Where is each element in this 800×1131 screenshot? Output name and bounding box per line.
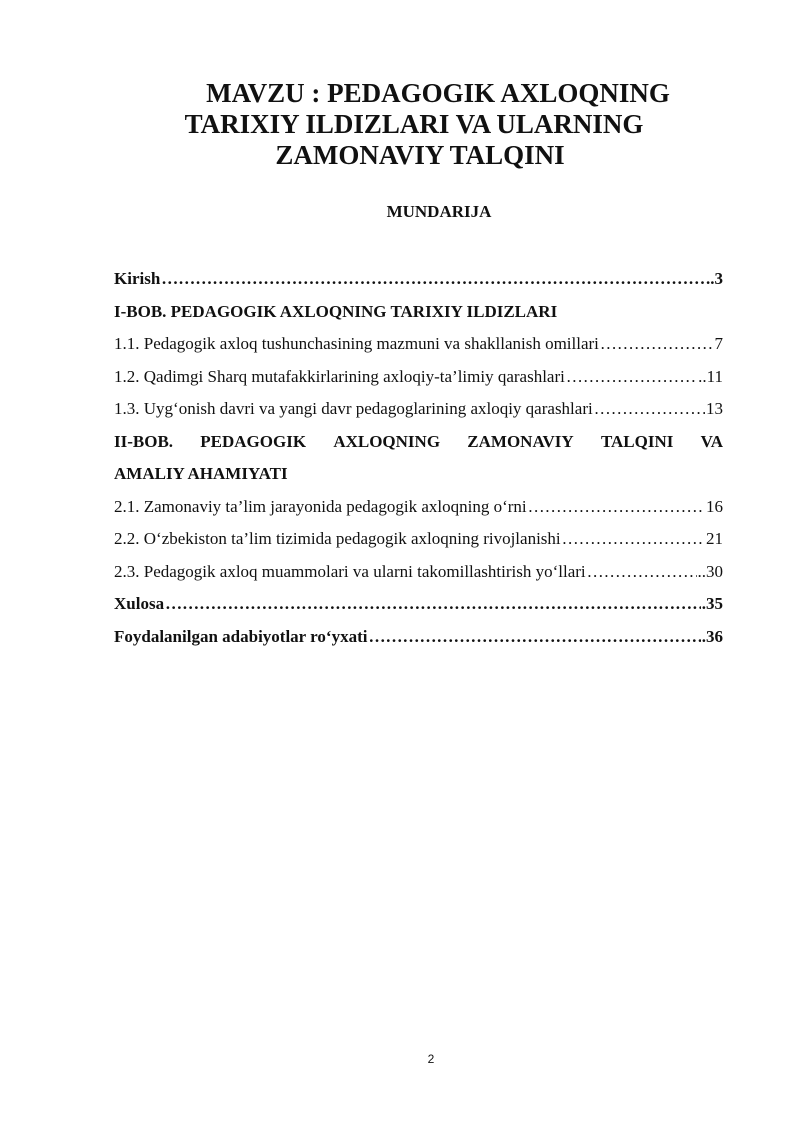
toc-entry-page: 13 bbox=[706, 399, 723, 418]
toc-entry-adabiyotlar bbox=[114, 621, 723, 654]
chapter-2-word: AXLOQNING bbox=[333, 431, 441, 451]
dot-leader bbox=[368, 621, 700, 654]
chapter-2-title-line-1 bbox=[114, 426, 723, 459]
toc-entry-label: 1.2. Qadimgi Sharq mutafakkirlarining axloqiy-ta’limiy qarashlari bbox=[114, 366, 565, 386]
toc-entry-label: Xulosa bbox=[114, 594, 165, 613]
toc-entry-label: 2.3. Pedagogik axloq muammolari va ularni takomillashtirish yo‘llari bbox=[114, 561, 586, 581]
toc-entry-page: 21 bbox=[706, 529, 723, 548]
toc-heading: MUNDARIJA bbox=[386, 202, 492, 221]
dot-leader bbox=[594, 393, 705, 426]
title-line-2: TARIXIY ILDIZLARI VA ULARNING bbox=[184, 109, 644, 139]
chapter-1-title: I-BOB. PEDAGOGIK AXLOQNING TARIXIY ILDIZLARI bbox=[114, 301, 558, 321]
toc-entry-page: 7 bbox=[714, 334, 723, 353]
table-of-contents bbox=[114, 263, 723, 653]
dot-leader bbox=[165, 588, 701, 621]
dot-leader bbox=[562, 523, 705, 556]
title-line-1: MAVZU : PEDAGOGIK AXLOQNING bbox=[206, 78, 670, 108]
chapter-2-title-line-2: AMALIY AHAMIYATI bbox=[114, 464, 288, 483]
toc-entry-2-1 bbox=[114, 491, 723, 524]
dot-leader bbox=[587, 556, 697, 589]
chapter-2-word: TALQINI bbox=[600, 431, 674, 451]
toc-entry-1-3 bbox=[114, 393, 723, 426]
toc-entry-label: 1.3. Uyg‘onish davri va yangi davr pedagoglarining axloqiy qarashlari bbox=[114, 399, 593, 418]
dot-leader bbox=[600, 328, 714, 361]
toc-entry-page: ..30 bbox=[697, 561, 723, 581]
toc-entry-2-3 bbox=[114, 556, 723, 589]
toc-entry-page: ..3 bbox=[706, 269, 723, 288]
toc-entry-label: Kirish bbox=[114, 269, 161, 288]
toc-entry-kirish bbox=[114, 263, 723, 296]
toc-entry-label: 2.2. O‘zbekiston ta’lim tizimida pedagogik axloqning rivojlanishi bbox=[114, 529, 561, 548]
toc-entry-1-2 bbox=[114, 361, 723, 394]
toc-entry-label: 1.1. Pedagogik axloq tushunchasining mazmuni va shakllanish omillari bbox=[114, 334, 599, 353]
toc-entry-1-1 bbox=[114, 328, 723, 361]
toc-entry-page: 16 bbox=[706, 496, 723, 516]
toc-entry-2-2 bbox=[114, 523, 723, 556]
toc-chapter-2 bbox=[114, 426, 723, 491]
toc-entry-label: Foydalanilgan adabiyotlar ro‘yxati bbox=[114, 626, 368, 646]
chapter-2-word: II-BOB. bbox=[114, 431, 174, 451]
toc-entry-page: .36 bbox=[701, 626, 723, 646]
chapter-2-word: VA bbox=[700, 431, 723, 451]
title-line-3: ZAMONAVIY TALQINI bbox=[275, 140, 565, 170]
toc-entry-page: ..11 bbox=[698, 366, 723, 386]
document-title bbox=[0, 78, 800, 171]
dot-leader bbox=[528, 491, 705, 524]
dot-leader bbox=[161, 263, 705, 296]
chapter-2-word: PEDAGOGIK bbox=[200, 431, 307, 451]
toc-entry-label: 2.1. Zamonaviy ta’lim jarayonida pedagogik axloqning o‘rni bbox=[114, 496, 527, 516]
chapter-2-word: ZAMONAVIY bbox=[467, 431, 574, 451]
page-number: 2 bbox=[427, 1052, 435, 1066]
toc-entry-xulosa bbox=[114, 588, 723, 621]
toc-chapter-1 bbox=[114, 296, 723, 329]
toc-entry-page: .35 bbox=[701, 594, 723, 613]
dot-leader bbox=[566, 361, 697, 394]
